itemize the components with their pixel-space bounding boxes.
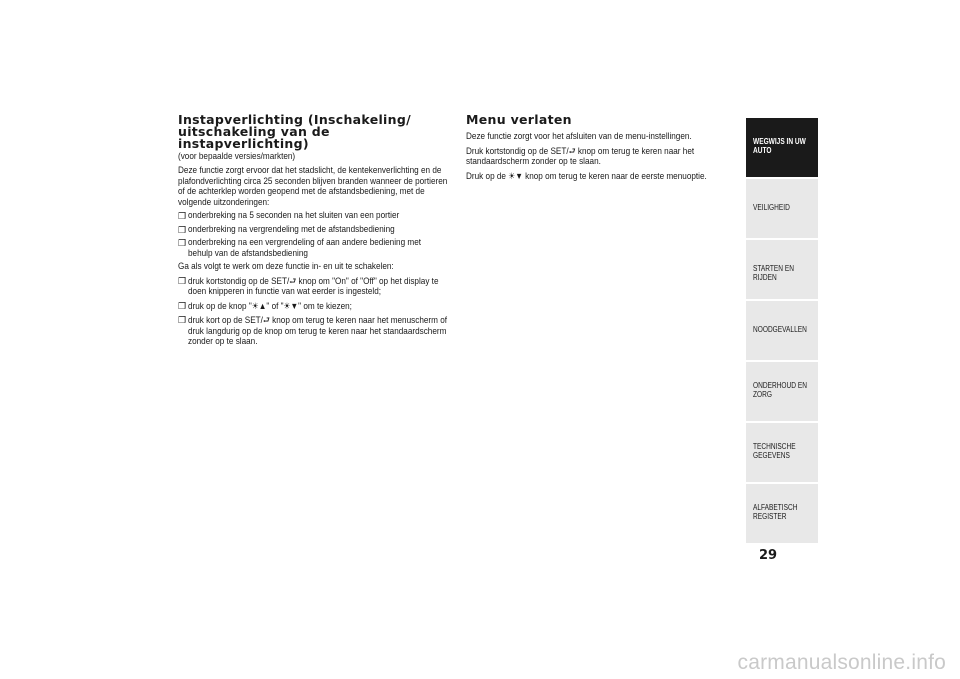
tab-veiligheid[interactable]: VEILIGHEID bbox=[746, 179, 818, 238]
return-arrow-icon: ⮐ bbox=[262, 315, 270, 325]
paragraph: Druk kortstondig op de SET/⮐ knop om terug te keren naar het standaardscherm zonder op te slaan. bbox=[466, 145, 695, 167]
right-column bbox=[466, 114, 738, 185]
list-item: ❒ druk kortstondig op de SET/⮐ knop om "On" of "Off" op het display te doen knipperen in functie van wat eerder is ingesteld; bbox=[178, 275, 439, 297]
tab-starten[interactable]: STARTEN EN RIJDEN bbox=[746, 240, 818, 299]
paragraph: Druk op de ☀▼ knop om terug te keren naar de eerste menuoptie. bbox=[466, 170, 707, 182]
list-item: ❒ onderbreking na vergrendeling met de afstandsbediening bbox=[178, 223, 395, 235]
checkbox-bullet-icon: ❒ bbox=[178, 211, 187, 221]
light-icon: ☀ bbox=[283, 300, 291, 311]
light-icon: ☀ bbox=[251, 300, 259, 311]
intro-paragraph: Deze functie zorgt ervoor dat het stadslicht, de kentekenverlichting en de plafondverlichting circa 25 seconden blijven branden wanneer de portieren of de achterklep worden geopend met de afstandsbediening, met de volgende uitzonderingen: bbox=[178, 165, 448, 208]
tab-onderhoud[interactable]: ONDERHOUD EN ZORG bbox=[746, 362, 818, 421]
tab-noodgevallen[interactable]: NOODGEVALLEN bbox=[746, 301, 818, 360]
up-triangle-icon: ▲ bbox=[258, 300, 267, 311]
checkbox-bullet-icon: ❒ bbox=[178, 315, 187, 325]
checkbox-bullet-icon: ❒ bbox=[178, 300, 187, 311]
watermark: carmanualsonline.info bbox=[737, 651, 946, 674]
tab-alfabetisch[interactable]: ALFABETISCH REGISTER bbox=[746, 484, 818, 543]
page-number: 29 bbox=[759, 548, 778, 563]
return-arrow-icon: ⮐ bbox=[289, 275, 297, 286]
down-triangle-icon: ▼ bbox=[290, 300, 299, 311]
section-title-instapverlichting: Instapverlichting (Inschakeling/ uitschakeling van de instapverlichting) bbox=[178, 112, 411, 151]
section-subtitle: (voor bepaalde versies/markten) bbox=[178, 151, 296, 162]
return-arrow-icon: ⮐ bbox=[568, 145, 576, 156]
tab-technische[interactable]: TECHNISCHE GEGEVENS bbox=[746, 423, 818, 482]
checkbox-bullet-icon: ❒ bbox=[178, 238, 187, 248]
list-item: ❒ onderbreking na een vergrendeling of aan andere bediening met behulp van de afstandsbediening bbox=[178, 237, 422, 259]
list-item: ❒ druk op de knop "☀▲" of "☀▼" om te kiezen; bbox=[178, 300, 352, 312]
list-item: ❒ druk kort op de SET/⮐ knop om terug te keren naar het menuscherm of druk langdurig op de knop om terug te keren naar het standaardscherm zonder op te slaan. bbox=[178, 315, 448, 347]
down-triangle-icon: ▼ bbox=[515, 170, 523, 181]
checkbox-bullet-icon: ❒ bbox=[178, 224, 187, 235]
procedure-intro: Ga als volgt te werk om deze functie in- en uit te schakelen: bbox=[178, 261, 394, 272]
section-title-menu-verlaten: Menu verlaten bbox=[466, 112, 572, 127]
list-item: ❒ onderbreking na 5 seconden na het sluiten van een portier bbox=[178, 210, 400, 221]
checkbox-bullet-icon: ❒ bbox=[178, 275, 187, 286]
light-icon: ☀ bbox=[508, 170, 516, 181]
tab-wegwijs[interactable]: WEGWIJS IN UW AUTO bbox=[746, 118, 818, 177]
left-column bbox=[178, 114, 448, 351]
paragraph: Deze functie zorgt voor het afsluiten van de menu-instellingen. bbox=[466, 131, 692, 142]
